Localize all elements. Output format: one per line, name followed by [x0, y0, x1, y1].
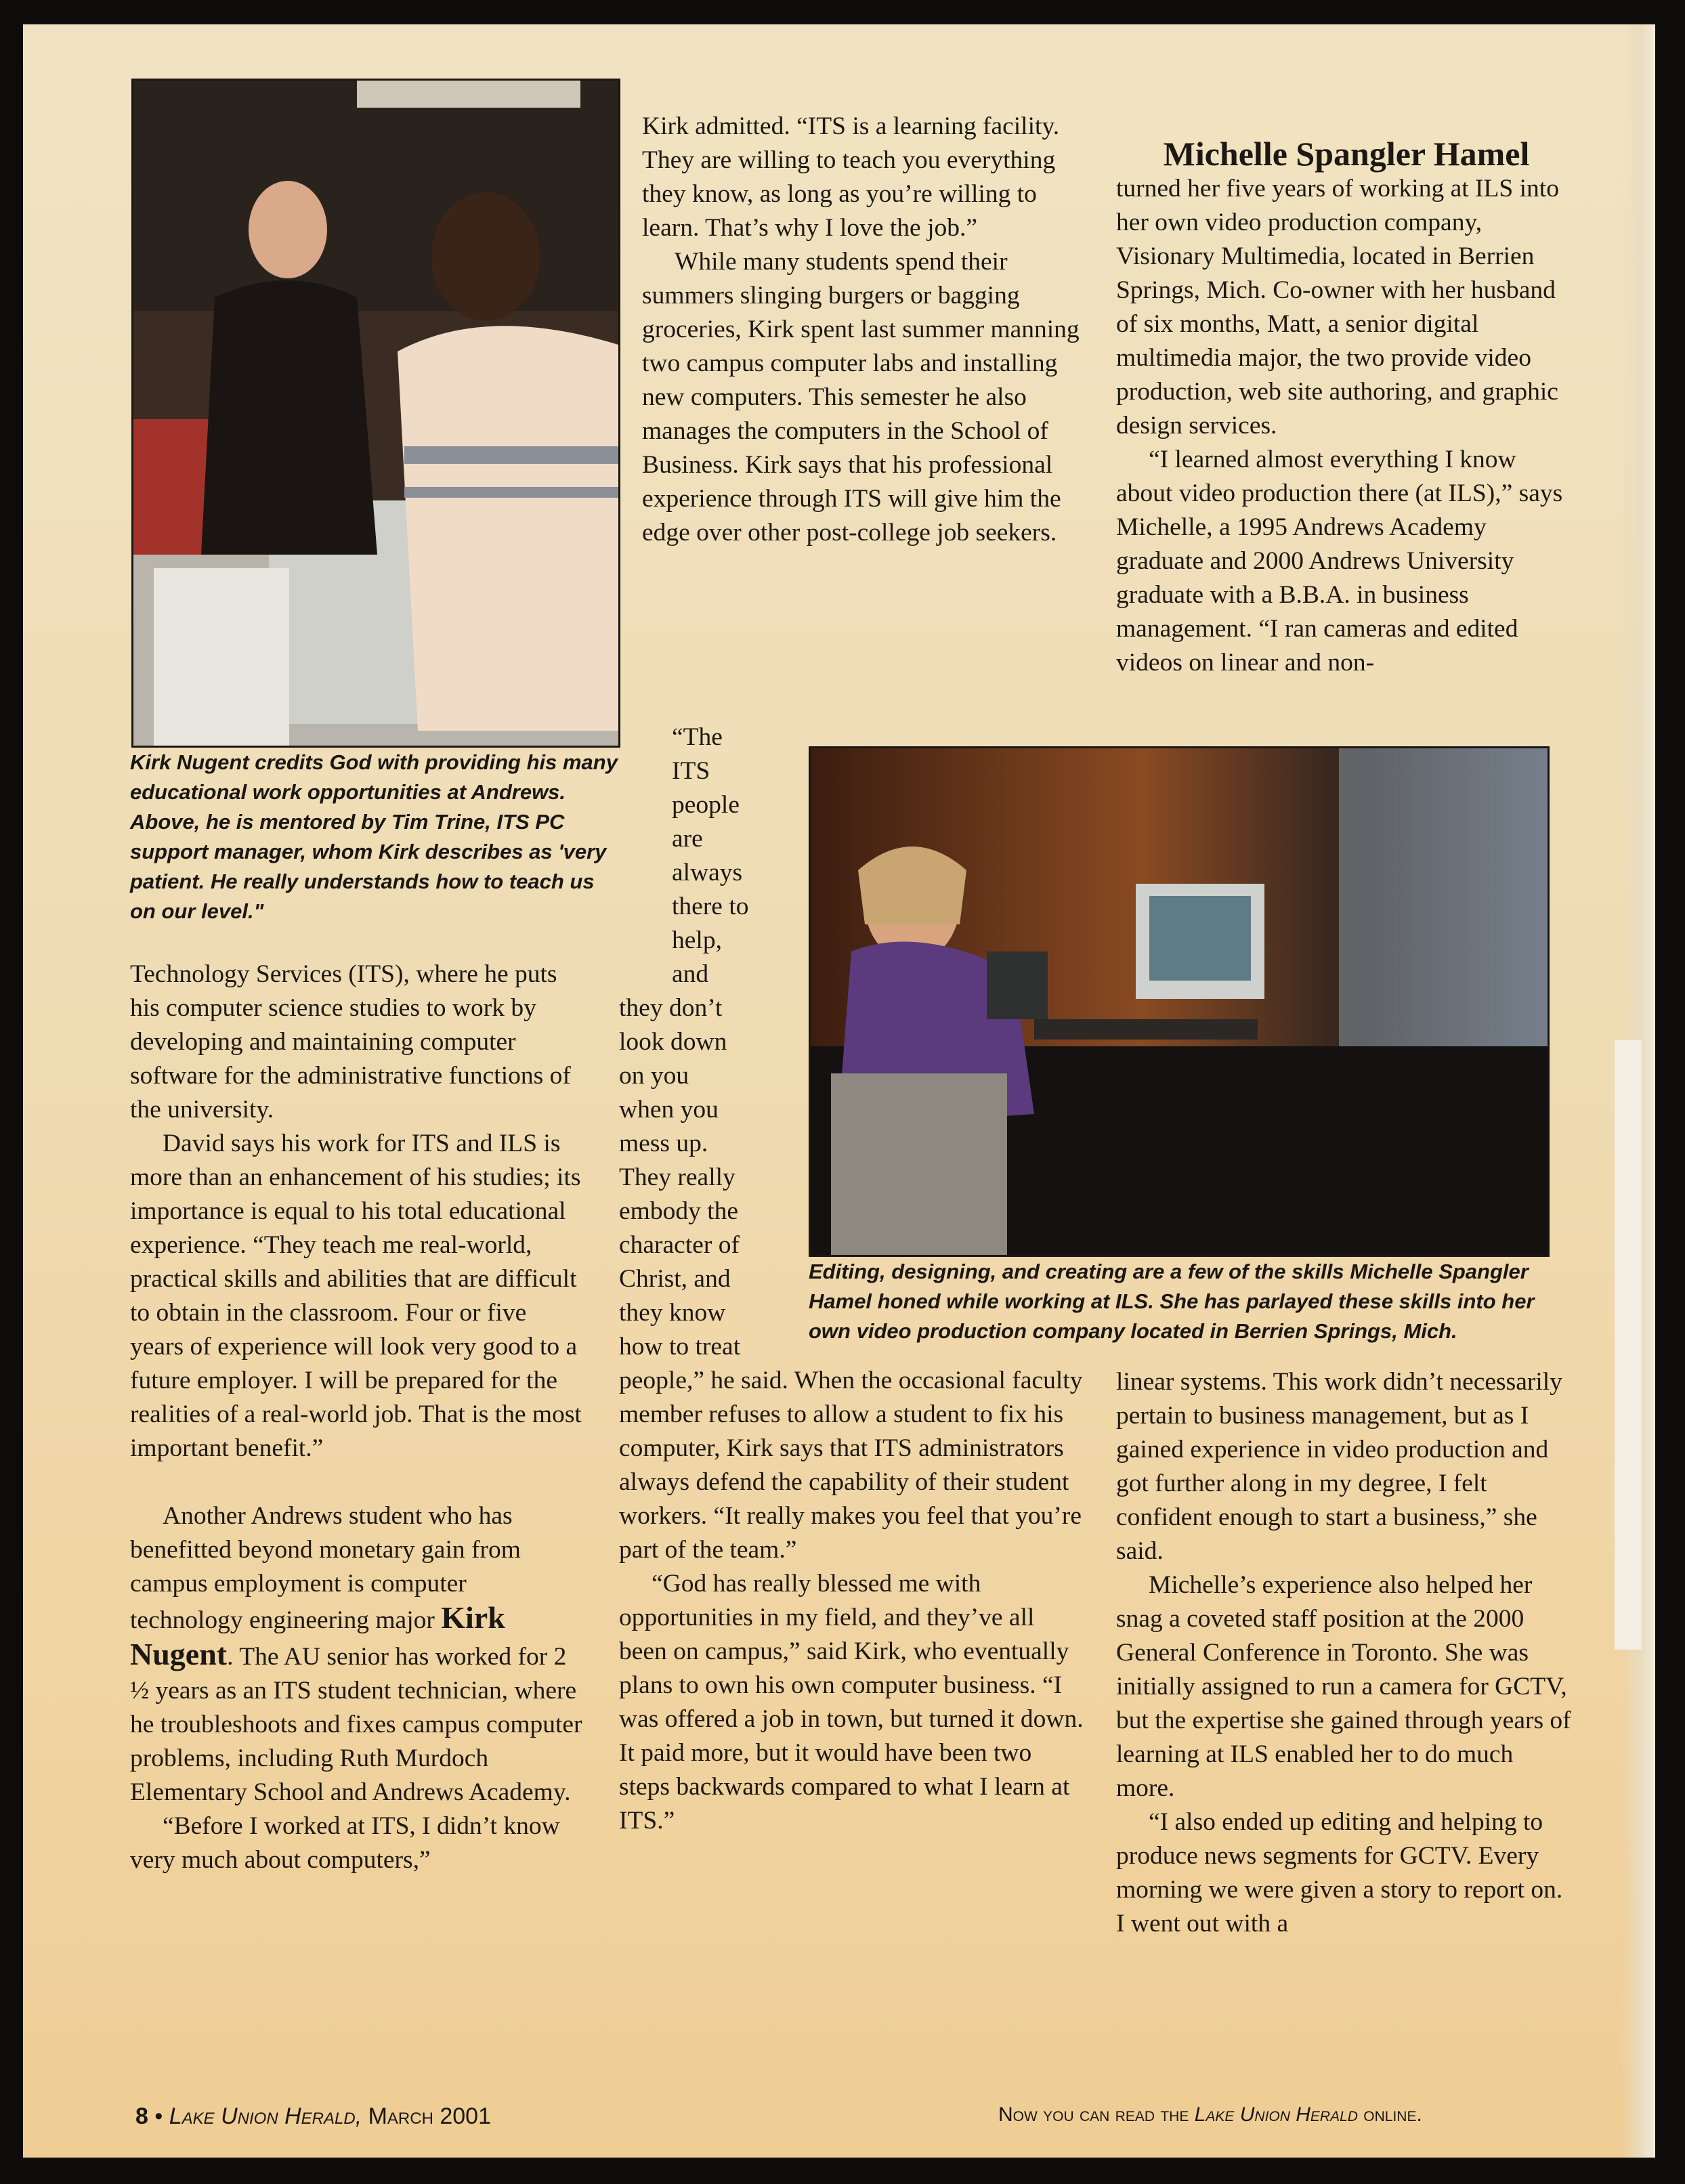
wrap-line: they know — [619, 1299, 726, 1327]
right-column-top — [1116, 137, 1577, 680]
wrap-line: embody the — [619, 1197, 739, 1225]
wrap-line: mess up. — [619, 1130, 708, 1157]
left-paragraph-3-end: . The AU senior has worked for 2 ½ years as an ITS student technician, where he troubleshoots and fixes campus computer problems, including Ruth Murdoch Elementary School and Andrews Academy. — [130, 1643, 582, 1806]
right-column-bottom — [1116, 1365, 1577, 1941]
footer-left — [135, 2103, 491, 2130]
narrow-line: are — [672, 825, 703, 853]
footer-magazine-name: Lake Union Herald, — [169, 2103, 362, 2129]
left-paragraph-3 — [130, 1499, 584, 1810]
middle-paragraph-2: While many students spend their summers slinging burgers or bagging groceries, Kirk spent last summer manning two campus computer labs and installing new computers. This semester he also manages the computers in the School of Business. Kirk says that his professional experience through ITS will give him the edge over other post-college job seekers. — [642, 248, 1080, 547]
narrow-line: and — [672, 960, 709, 988]
narrow-line: ITS — [672, 757, 710, 785]
left-paragraph-1: Technology Services (ITS), where he puts his computer science studies to work by developing and maintaining computer software for the administrative functions of the university. — [130, 960, 571, 1123]
right-paragraph-5: “I also ended up editing and helping to produce news segments for GCTV. Every morning we were given a story to report on. I went out with a — [1116, 1808, 1563, 1937]
narrow-line: always — [672, 859, 743, 886]
left-column — [130, 958, 584, 1877]
middle-paragraph-3: people,” he said. When the occasional faculty member refuses to allow a student to fix his computer, Kirk says that ITS administrators always defend the capability of their student workers. “It really makes you feel that you’re part of the team.” — [619, 1367, 1083, 1564]
wrap-line: how to treat — [619, 1333, 741, 1361]
middle-narrow-lines — [672, 721, 807, 991]
wrap-line: They really — [619, 1163, 735, 1191]
wrap-line: on you — [619, 1062, 689, 1090]
page-number: 8 — [135, 2103, 148, 2129]
wrap-line: look down — [619, 1028, 727, 1056]
right-paragraph-4: Michelle’s experience also helped her snag a coveted staff position at the 2000 General Conference in Toronto. She was initially assigned to run a camera for GCTV, but the expertise she gained through years of learning at ILS enabled her to do much more. — [1116, 1571, 1571, 1802]
middle-paragraph-4: “God has really blessed me with opportunities in my field, and they’ve all been on campus,” said Kirk, who eventually plans to own his own computer business. “I was offered a job in town, but turned it down. It paid more, but it would have been two steps backwards compared to what I learn at ITS.” — [619, 1570, 1084, 1835]
narrow-line: “The — [672, 723, 723, 751]
kirk-nugent-name: Kirk Nugent — [130, 1600, 505, 1671]
middle-paragraph-1: Kirk admitted. “ITS is a learning facility. They are willing to teach you everything they know, as long as you’re willing to learn. That’s why I love the job.” — [642, 112, 1060, 242]
photo-kirk-caption: Kirk Nugent credits God with providing his many educational work opportunities at Andrews. Above, he is mentored by Tim Trine, ITS PC support manager, whom Kirk describes as 'very patient. He really understands how to teach us on our level." — [130, 750, 618, 923]
narrow-line: help, — [672, 926, 722, 954]
photo-michelle-editing — [809, 746, 1550, 1257]
footer-right — [998, 2103, 1422, 2126]
photo-michelle-caption: Editing, designing, and creating are a few of the skills Michelle Spangler Hamel honed while working at ILS. She has parlayed these skills into her own video production company located in Berrien Springs, Mich. — [809, 1260, 1535, 1343]
magazine-page — [23, 24, 1655, 2158]
photo-kirk-nugent — [131, 79, 620, 748]
michelle-name-heading: Michelle Spangler Hamel — [1163, 135, 1530, 173]
left-paragraph-3-start: Another Andrews student who has benefitted beyond monetary gain from campus employment is computer technology engineering major — [130, 1502, 521, 1634]
middle-column-bottom — [619, 1364, 1086, 1838]
middle-column-top — [642, 110, 1089, 550]
paper-strip — [1615, 1040, 1642, 1650]
narrow-line: people — [672, 791, 740, 819]
wrap-line: when you — [619, 1096, 719, 1123]
wrap-line: Christ, and — [619, 1265, 731, 1293]
right-paragraph-2: “I learned almost everything I know about video production there (at ILS),” says Michelle, a 1995 Andrews Academy graduate and 2000 Andrews University graduate with a B.B.A. in business management. “I ran cameras and edited videos on linear and non- — [1116, 446, 1563, 677]
right-paragraph-1: turned her five years of working at ILS into her own video production company, Visionary Multimedia, located in Berrien Springs, Mich. Co-owner with her husband of six months, Matt, a senior digital multimedia major, the two provide video production, web site authoring, and graphic design services. — [1116, 175, 1559, 440]
narrow-line: there to — [672, 893, 749, 920]
footer-right-magazine: Lake Union Herald — [1194, 2103, 1358, 2126]
photo-kirk-nugent-image — [133, 81, 618, 746]
middle-wrap-lines — [619, 991, 815, 1364]
wrap-line: character of — [619, 1231, 740, 1259]
footer-date: March 2001 — [368, 2103, 492, 2129]
photo-michelle-image — [811, 748, 1548, 1255]
left-paragraph-2: David says his work for ITS and ILS is more than an enhancement of his studies; its importance is equal to his total educational experience. “They teach me real-world, practical skills and abilities that are difficult to obtain in the classroom. Four or five years of experience will look very good to a future employer. I will be prepared for the realities of a real-world job. That is the most important benefit.” — [130, 1130, 582, 1462]
footer-right-suffix: online. — [1363, 2103, 1422, 2126]
footer-right-prefix: Now you can read the — [998, 2103, 1189, 2126]
left-paragraph-4: “Before I worked at ITS, I didn’t know very much about computers,” — [130, 1812, 560, 1874]
footer-bullet: • — [154, 2103, 163, 2129]
right-paragraph-3: linear systems. This work didn’t necessarily pertain to business management, but as I gained experience in video production and got further along in my degree, I felt confident enough to start a business,” she said. — [1116, 1368, 1562, 1565]
wrap-line: they don’t — [619, 994, 723, 1022]
